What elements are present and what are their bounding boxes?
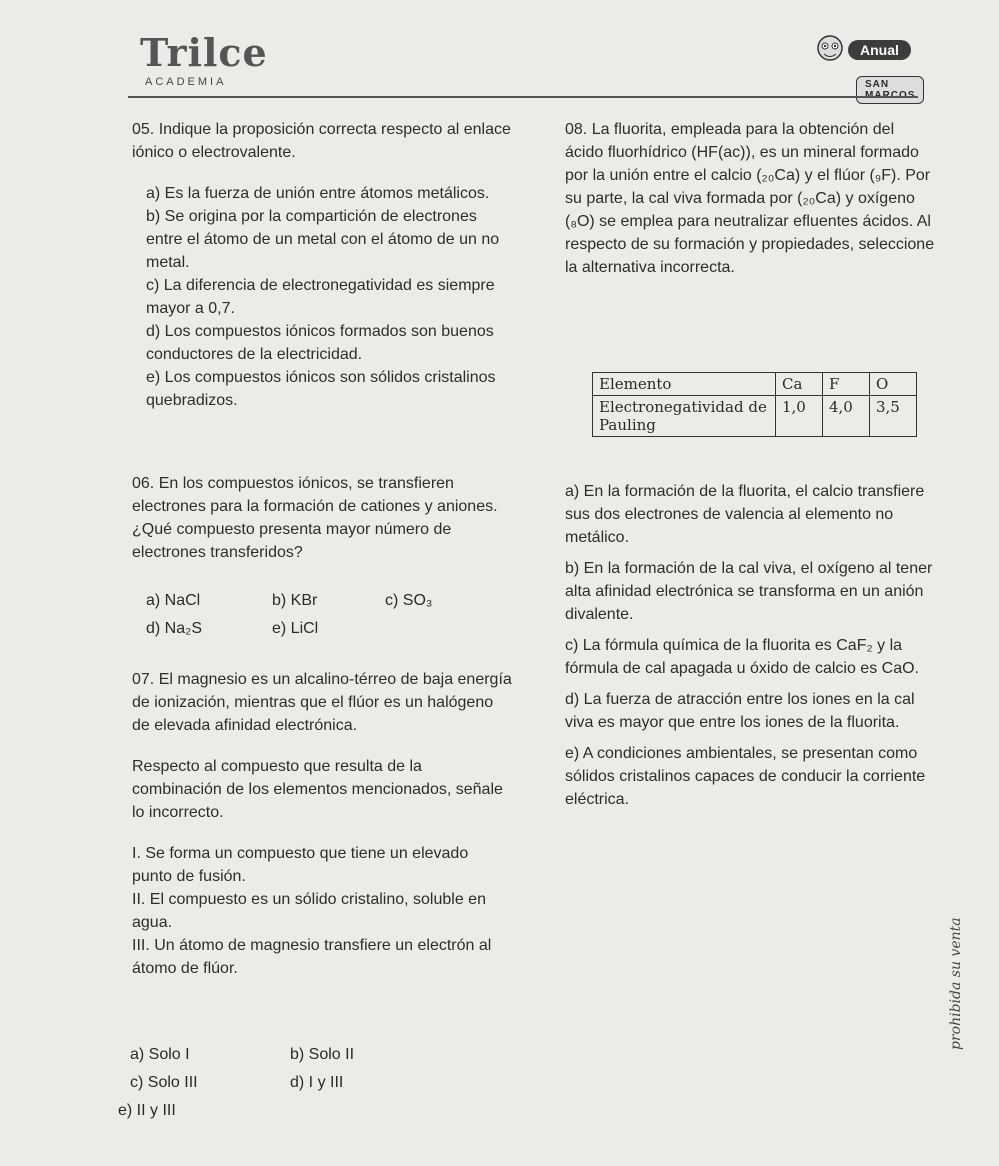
table-header-cell: Elemento	[593, 373, 776, 396]
table-header-cell: Ca	[776, 373, 823, 396]
table-cell: 4,0	[823, 396, 870, 437]
q07-statement-ii: II. El compuesto es un sólido cristalino, soluble en agua.	[132, 891, 486, 931]
header-divider	[128, 96, 918, 98]
q08-option-b: b) En la formación de la cal viva, el oxígeno al tener alta afinidad electrónica se transforma en un anión divalente.	[565, 560, 933, 623]
mascot-icon	[810, 32, 850, 72]
q06-option-d: d) Na₂S	[146, 620, 203, 637]
question-07	[132, 668, 512, 980]
table-header-row	[593, 373, 917, 396]
table-cell: 3,5	[870, 396, 917, 437]
question-07-stem-2: Respecto al compuesto que resulta de la combinación de los elementos mencionados, señale lo incorrecto.	[132, 758, 503, 821]
watermark-text: prohibida su venta	[948, 917, 964, 1050]
q07-statement-iii: III. Un átomo de magnesio transfiere un electrón al átomo de flúor.	[132, 937, 492, 977]
q05-option-e: e) Los compuestos iónicos son sólidos cristalinos quebradizos.	[146, 369, 496, 409]
q08-option-a: a) En la formación de la fluorita, el calcio transfiere sus dos electrones de valencia al elemento no metálico.	[565, 483, 925, 546]
q07-statement-i: I. Se forma un compuesto que tiene un elevado punto de fusión.	[132, 845, 469, 885]
q08-option-d: d) La fuerza de atracción entre los iones en la cal viva es mayor que entre los iones de la fluorita.	[565, 691, 915, 731]
q05-option-a: a) Es la fuerza de unión entre átomos metálicos.	[146, 185, 490, 202]
q08-option-c: c) La fórmula química de la fluorita es CaF₂ y la fórmula de cal apagada u óxido de calcio es CaO.	[565, 637, 919, 677]
q07-option-c: c) Solo III	[130, 1074, 198, 1091]
q06-option-b: b) KBr	[272, 592, 318, 609]
q05-option-c: c) La diferencia de electronegatividad es siempre mayor a 0,7.	[146, 277, 495, 317]
q07-option-e: e) II y III	[118, 1102, 176, 1119]
question-08-options	[565, 480, 940, 811]
table-row-label: Electronegatividad de Pauling	[593, 396, 776, 437]
question-07-stem: 07. El magnesio es un alcalino-térreo de baja energía de ionización, mientras que el flúor es un halógeno de elevada afinidad electrónica.	[132, 671, 512, 734]
academy-logo: Trilce	[140, 30, 268, 75]
q06-option-c: c) SO₃	[385, 592, 433, 609]
table-row	[593, 396, 917, 437]
table-cell: 1,0	[776, 396, 823, 437]
q05-option-b: b) Se origina por la compartición de electrones entre el átomo de un metal con el átomo de un no metal.	[146, 208, 500, 271]
q07-option-a: a) Solo I	[130, 1046, 190, 1063]
san-marcos-label: SAN	[856, 76, 924, 104]
q06-option-a: a) NaCl	[146, 592, 201, 609]
anual-label: Anual	[848, 40, 911, 60]
q08-option-e: e) A condiciones ambientales, se presentan como sólidos cristalinos capaces de conducir la corriente eléctrica.	[565, 745, 926, 808]
question-06-stem: 06. En los compuestos iónicos, se transfieren electrones para la formación de cationes y aniones. ¿Qué compuesto presenta mayor número de electrones transferidos?	[132, 475, 498, 561]
question-05	[132, 118, 512, 412]
question-05-stem: 05. Indique la proposición correcta respecto al enlace iónico o electrovalente.	[132, 121, 511, 161]
q05-option-d: d) Los compuestos iónicos formados son buenos conductores de la electricidad.	[146, 323, 494, 363]
q07-option-b: b) Solo II	[290, 1046, 355, 1063]
q07-option-d: d) I y III	[290, 1074, 344, 1091]
electronegativity-table	[592, 372, 917, 437]
anual-badge	[810, 32, 920, 102]
academy-subtitle: ACADEMIA	[145, 76, 227, 88]
question-08-stem: 08. La fluorita, empleada para la obtención del ácido fluorhídrico (HF(ac)), es un mineral formado por la unión entre el calcio (₂₀Ca) y el flúor (₉F). Por su parte, la cal viva formada por (₂₀Ca) y oxígeno (₈O) se emplea para neutralizar efluentes ácidos. Al respecto de su formación y propiedades, seleccione la alternativa incorrecta.	[565, 121, 935, 276]
question-08	[565, 118, 935, 279]
table-header-cell: F	[823, 373, 870, 396]
table-header-cell: O	[870, 373, 917, 396]
q06-option-e: e) LiCl	[272, 620, 319, 637]
question-06	[132, 472, 512, 564]
